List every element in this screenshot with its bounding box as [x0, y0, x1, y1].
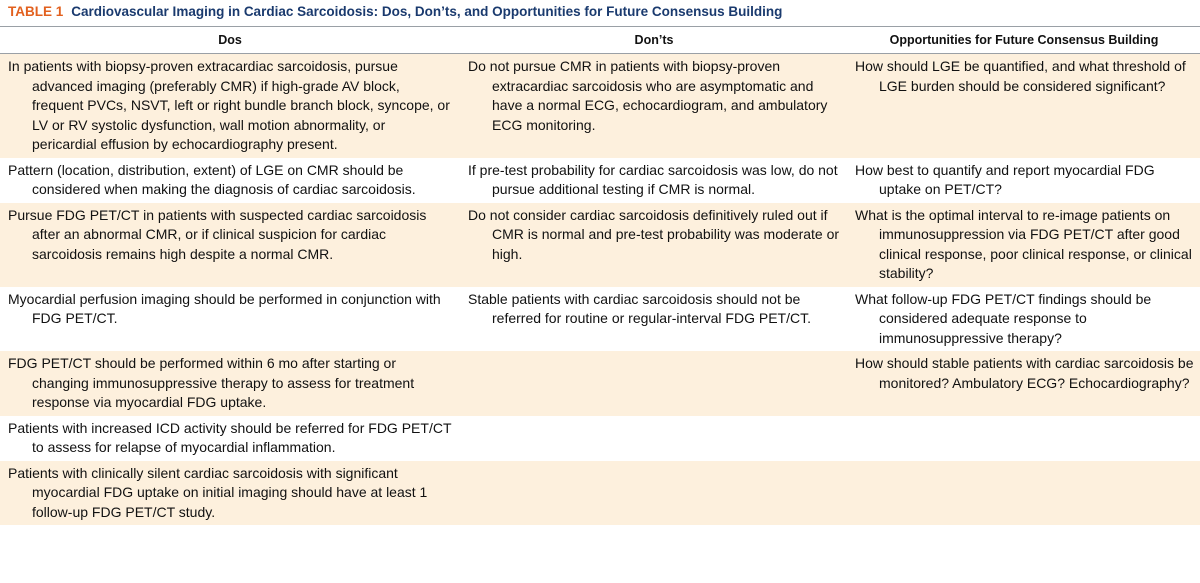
table-row	[0, 158, 1200, 203]
opportunities-text: How best to quantify and report myocardial FDG uptake on PET/CT?	[855, 161, 1155, 197]
table-row	[0, 287, 1200, 352]
dos-cell	[0, 54, 460, 158]
table-header	[0, 27, 1200, 54]
dos-cell	[0, 461, 460, 526]
opportunities-cell	[848, 351, 1200, 416]
opportunities-cell	[848, 203, 1200, 287]
table-label: TABLE 1	[8, 4, 64, 19]
sarcoidosis-imaging-table	[0, 26, 1200, 525]
column-header-donts: Don’ts	[634, 33, 674, 47]
column-header-dos: Dos	[218, 33, 242, 47]
table-row	[0, 416, 1200, 461]
donts-text: Stable patients with cardiac sarcoidosis should not be referred for routine or regular-interval FDG PET/CT.	[468, 290, 811, 326]
opportunities-cell	[848, 287, 1200, 352]
donts-cell	[460, 287, 848, 352]
opportunities-cell	[848, 416, 1200, 461]
opportunities-text: How should stable patients with cardiac sarcoidosis be monitored? Ambulatory ECG? Echocardiography?	[855, 355, 1194, 391]
donts-text: Do not consider cardiac sarcoidosis definitively ruled out if CMR is normal and pre-test probability was moderate or high.	[468, 206, 840, 262]
dos-cell	[0, 287, 460, 352]
opportunities-cell	[848, 54, 1200, 158]
column-header-opportunities: Opportunities for Future Consensus Building	[889, 33, 1159, 47]
table-caption	[0, 0, 1200, 26]
dos-text: In patients with biopsy-proven extracardiac sarcoidosis, pursue advanced imaging (preferably CMR) if high-grade AV block, frequent PVCs, NSVT, left or right bundle branch block, syncope, or LV or RV systolic dysfunction, wall motion abnormality, or pericardial effusion by echocardiography present.	[8, 58, 450, 152]
table-row	[0, 461, 1200, 526]
dos-text: Patients with increased ICD activity should be referred for FDG PET/CT to assess for relapse of myocardial inflammation.	[8, 419, 452, 455]
table-row	[0, 351, 1200, 416]
donts-cell	[460, 203, 848, 287]
donts-cell	[460, 461, 848, 526]
dos-cell	[0, 351, 460, 416]
donts-cell	[460, 416, 848, 461]
header-row	[0, 27, 1200, 54]
donts-cell	[460, 54, 848, 158]
donts-cell	[460, 351, 848, 416]
opportunities-cell	[848, 461, 1200, 526]
dos-text: Myocardial perfusion imaging should be performed in conjunction with FDG PET/CT.	[8, 290, 441, 326]
table-row	[0, 203, 1200, 287]
dos-text: Pattern (location, distribution, extent) of LGE on CMR should be considered when making the diagnosis of cardiac sarcoidosis.	[8, 161, 416, 197]
dos-text: FDG PET/CT should be performed within 6 mo after starting or changing immunosuppressive therapy to assess for treatment response via myocardial FDG uptake.	[8, 355, 415, 410]
table-title: Cardiovascular Imaging in Cardiac Sarcoidosis: Dos, Don’ts, and Opportunities for Future Consensus Building	[71, 4, 783, 19]
donts-text: If pre-test probability for cardiac sarcoidosis was low, do not pursue additional testing if CMR is normal.	[468, 161, 838, 197]
opportunities-text: How should LGE be quantified, and what threshold of LGE burden should be considered significant?	[855, 58, 1186, 94]
dos-cell	[0, 203, 460, 287]
opportunities-text: What is the optimal interval to re-image patients on immunosuppression via FDG PET/CT after good clinical response, poor clinical response, or clinical stability?	[855, 206, 1192, 281]
table-row	[0, 54, 1200, 158]
donts-cell	[460, 158, 848, 203]
table-body	[0, 54, 1200, 526]
dos-text: Patients with clinically silent cardiac sarcoidosis with significant myocardial FDG uptake on initial imaging should have at least 1 follow-up FDG PET/CT study.	[8, 464, 428, 520]
dos-cell	[0, 416, 460, 461]
dos-cell	[0, 158, 460, 203]
opportunities-text: What follow-up FDG PET/CT findings should be considered adequate response to immunosuppressive therapy?	[855, 290, 1152, 346]
opportunities-cell	[848, 158, 1200, 203]
donts-text: Do not pursue CMR in patients with biopsy-proven extracardiac sarcoidosis who are asymptomatic and have a normal ECG, echocardiogram, and ambulatory ECG monitoring.	[468, 58, 828, 133]
dos-text: Pursue FDG PET/CT in patients with suspected cardiac sarcoidosis after an abnormal CMR, or if clinical suspicion for cardiac sarcoidosis remains high despite a normal CMR.	[8, 206, 427, 262]
